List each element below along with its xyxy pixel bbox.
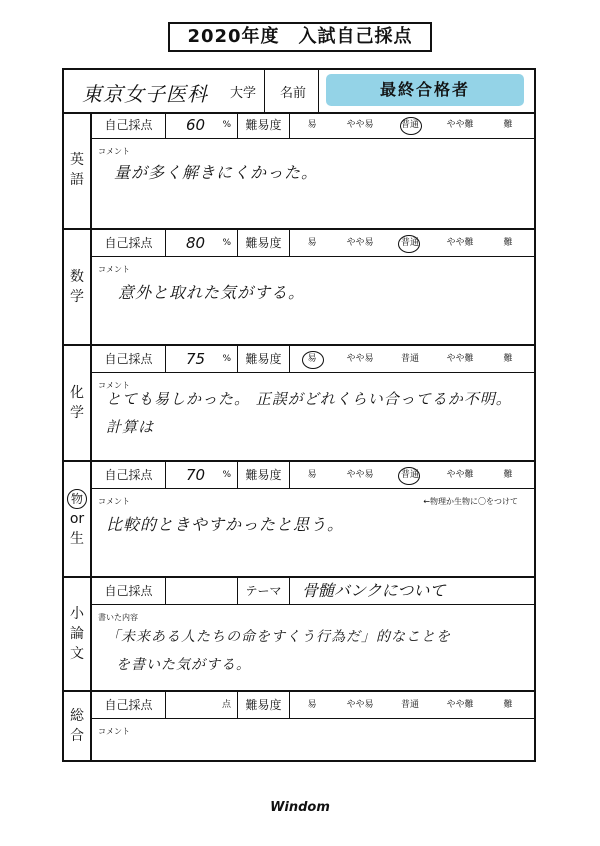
score-sheet — [62, 68, 536, 762]
page-title: 2020年度 入試自己採点 — [168, 22, 432, 52]
comment-text: とても易しかった。 正誤がどれくらい合ってるか不明。 — [106, 390, 512, 408]
subject-total: 総 合 自己採点 点 難易度 易 やや易 普通 やや難 難 コメント — [64, 692, 534, 760]
selection-circle — [398, 235, 420, 253]
selection-circle — [398, 467, 420, 485]
theme-field[interactable]: 骨髄バンクについて — [302, 581, 446, 600]
subject-label: 英 語 — [64, 112, 92, 228]
score-field[interactable]: 点 — [166, 692, 238, 718]
difficulty-options[interactable]: 易 やや易 普通 やや難 難 — [307, 700, 513, 710]
comment-text: 比較的ときやすかったと思う。 — [106, 515, 345, 534]
subject-label: 化 学 — [64, 346, 92, 460]
comment-text: 量が多く解きにくかった。 — [114, 163, 319, 182]
subject-label: 物 or 生 — [64, 462, 92, 576]
difficulty-options[interactable]: 易 やや易 普通 やや難 難 — [290, 346, 534, 372]
score-row: 自己採点 75 % 難易度 易 やや易 普通 やや難 難 — [92, 346, 534, 373]
name-label: 名前 — [280, 86, 307, 101]
score-row: 自己採点 70 % 難易度 易 やや易 普通 やや難 難 — [92, 462, 534, 489]
score-field[interactable]: 75 % — [166, 346, 238, 372]
subject-english: 英 語 自己採点 60 % 難易度 易 やや易 普通 やや難 難 コメント 量が多く解きにくかった。 — [64, 112, 534, 230]
header-row — [64, 70, 534, 114]
score-field[interactable] — [166, 578, 238, 604]
score-row: 自己採点 80 % 難易度 易 やや易 普通 やや難 難 — [92, 230, 534, 257]
subject-label: 総 合 — [64, 692, 92, 760]
selection-circle — [400, 117, 422, 135]
subject-essay: 小 論 文 自己採点 テーマ 骨髄バンクについて 書いた内容 「未来ある人たちの命をすくう行為だ」的なことを を書いた気がする。 — [64, 578, 534, 692]
subject-math: 数 学 自己採点 80 % 難易度 易 やや易 普通 やや難 難 コメント 意外と取れた気がする。 — [64, 230, 534, 346]
score-field[interactable]: 60 % — [166, 112, 238, 138]
selection-circle — [302, 351, 324, 369]
name-field[interactable]: 最終合格者 — [326, 74, 524, 106]
score-row: 自己採点 テーマ 骨髄バンクについて — [92, 578, 534, 605]
difficulty-options[interactable]: 易 やや易 普通 やや難 難 — [290, 112, 534, 138]
footer-brand: Windom — [270, 800, 330, 815]
score-field[interactable]: 80 % — [166, 230, 238, 256]
subject-label: 数 学 — [64, 230, 92, 344]
difficulty-options[interactable]: 易 やや易 普通 やや難 難 — [290, 462, 534, 488]
comment-text: を書いた気がする。 — [116, 657, 251, 673]
comment-text: 計算は — [106, 418, 155, 436]
instruction-note: ←物理か生物に〇をつけて — [423, 497, 518, 506]
score-row: 自己採点 60 % 難易度 易 やや易 普通 やや難 難 — [92, 112, 534, 139]
comment-text: 「未来ある人たちの命をすくう行為だ」的なことを — [106, 629, 451, 645]
score-field[interactable]: 70 % — [166, 462, 238, 488]
university-label: 大学 — [230, 86, 257, 101]
score-row: 自己採点 点 難易度 易 やや易 普通 やや難 難 — [92, 692, 534, 719]
subject-label: 小 論 文 — [64, 578, 92, 690]
subject-physics-or-biology: 物 or 生 自己採点 70 % 難易度 易 やや易 普通 やや難 難 コメント ←物理か生物に〇をつけて 比較的ときやすかったと思う。 — [64, 462, 534, 578]
difficulty-options[interactable]: 易 やや易 普通 やや難 難 — [290, 230, 534, 256]
subject-chemistry: 化 学 自己採点 75 % 難易度 易 やや易 普通 やや難 難 コメント とても易しかった。 正誤がどれくらい合ってるか不明。 計算は — [64, 346, 534, 462]
comment-text: 意外と取れた気がする。 — [118, 283, 306, 302]
school-name: 東京女子医科 — [82, 82, 208, 106]
